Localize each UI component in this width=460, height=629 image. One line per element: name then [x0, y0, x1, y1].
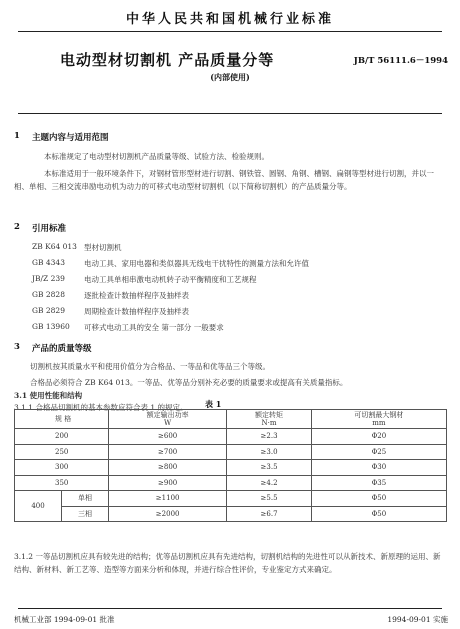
- reference-code: ZB K64 013: [32, 242, 77, 251]
- table-cell-spec: 350: [15, 475, 109, 491]
- table-cell-max-cut: Φ20: [311, 429, 446, 445]
- reference-title: 周期检查计数抽样程序及抽样表: [84, 307, 189, 316]
- table-cell-torque: ≥2.3: [227, 429, 312, 445]
- table-cell-max-cut: Φ35: [311, 475, 446, 491]
- document-subtitle: (内部使用): [210, 72, 250, 82]
- table-cell-phase: 单相: [62, 491, 109, 507]
- standard-number: JB/T 56111.6－1994: [353, 56, 448, 66]
- table-header-torque: 额定转矩 N·m: [227, 410, 312, 429]
- reference-title: 型材切割机: [84, 243, 122, 252]
- table-cell-phase: 三相: [62, 506, 109, 522]
- table-cell-spec: 300: [15, 460, 109, 476]
- section-2-title: 引用标准: [32, 224, 67, 234]
- reference-code: JB/Z 239: [32, 274, 65, 283]
- reference-code: GB 4343: [32, 258, 65, 267]
- reference-code: GB 2828: [32, 290, 65, 299]
- footer-rule: [18, 608, 442, 609]
- table-row: [15, 475, 447, 491]
- table-cell-power: ≥800: [109, 460, 227, 476]
- table-cell-power: ≥900: [109, 475, 227, 491]
- approval-note: 机械工业部 1994-09-01 批准: [14, 615, 115, 624]
- parameters-table: [14, 409, 447, 522]
- subsection-3-1-1: 3.1.1 合格品切割机的基本参数应符合表 1 的规定。: [14, 403, 188, 412]
- table-cell-spec: 200: [15, 429, 109, 445]
- header-rule: [18, 31, 442, 32]
- reference-code: GB 2829: [32, 306, 65, 315]
- subsection-3-1-title: 3.1 使用性能和结构: [14, 391, 83, 400]
- table-row: [15, 491, 447, 507]
- section-3-paragraph-2: 合格品必须符合 ZB K64 013。一等品、优等品分别补充必要的质量要求或提高有关质量指标。: [30, 378, 348, 387]
- table-cell-max-cut: Φ50: [311, 506, 446, 522]
- table-caption: 表 1: [205, 399, 222, 409]
- reference-title: 逐批检查计数抽样程序及抽样表: [84, 291, 189, 300]
- table-cell-max-cut: Φ25: [311, 444, 446, 460]
- reference-title: 可移式电动工具的安全 第一部分 一般要求: [84, 323, 224, 332]
- table-cell-power: ≥700: [109, 444, 227, 460]
- table-header-spec: 规 格: [15, 410, 109, 429]
- table-cell-torque: ≥3.5: [227, 460, 312, 476]
- implementation-date: 1994-09-01 实施: [387, 615, 448, 624]
- table-cell-torque: ≥5.5: [227, 491, 312, 507]
- table-cell-torque: ≥6.7: [227, 506, 312, 522]
- standard-header: 中华人民共和国机械行业标准: [125, 12, 334, 27]
- table-row: [15, 460, 447, 476]
- table-cell-spec: 400: [15, 491, 62, 522]
- table-cell-max-cut: Φ50: [311, 491, 446, 507]
- section-3-number: 3: [14, 342, 20, 352]
- section-1-paragraph-2: 本标准适用于一般环境条件下，对钢材管形型材进行切割、钢铁管、圆钢、角钢、槽钢、扁钢等型材进行切割，并以一相、单相、三相交流串励电动机为动力的可移式电动型材切割机（以下简称切割机）的产品质量分等。: [14, 169, 434, 191]
- table-cell-max-cut: Φ30: [311, 460, 446, 476]
- section-1-paragraph-1: 本标准规定了电动型材切割机产品质量等级、试验方法、检验规则。: [44, 152, 269, 161]
- table-row: [15, 506, 447, 522]
- table-row: [15, 444, 447, 460]
- section-3-title: 产品的质量等级: [32, 344, 92, 354]
- table-cell-spec: 250: [15, 444, 109, 460]
- table-header-max-cut: 可切割最大钢材 mm: [311, 410, 446, 429]
- table-cell-torque: ≥3.0: [227, 444, 312, 460]
- table-cell-power: ≥2000: [109, 506, 227, 522]
- reference-title: 电动工具单相串激电动机转子动平衡精度和工艺规程: [84, 275, 257, 284]
- document-title: 电动型材切割机 产品质量分等: [60, 51, 275, 69]
- section-1-number: 1: [14, 131, 20, 141]
- table-row: [15, 429, 447, 445]
- table-header-power: 额定输出功率 W: [109, 410, 227, 429]
- title-rule: [18, 113, 442, 114]
- section-2-number: 2: [14, 222, 20, 232]
- section-1-title: 主题内容与适用范围: [32, 133, 109, 143]
- subsection-3-1-2: 3.1.2 一等品切割机应具有较先进的结构；优等品切割机应具有先进结构，切割机结构的先进性可以从新技术、新原理的运用、新结构、新材料、新工艺等、造型等方面来分析和体现，并进行综合性评价，专业鉴定方式来确定。: [14, 552, 441, 574]
- table-header-row: [15, 410, 447, 429]
- section-3-paragraph-1: 切割机按其质量水平和使用价值分为合格品、一等品和优等品三个等级。: [30, 362, 270, 371]
- reference-title: 电动工具、家用电器和类似器具无线电干扰特性的测量方法和允许值: [84, 259, 309, 268]
- table-cell-power: ≥600: [109, 429, 227, 445]
- table-cell-torque: ≥4.2: [227, 475, 312, 491]
- reference-code: GB 13960: [32, 322, 70, 331]
- table-cell-power: ≥1100: [109, 491, 227, 507]
